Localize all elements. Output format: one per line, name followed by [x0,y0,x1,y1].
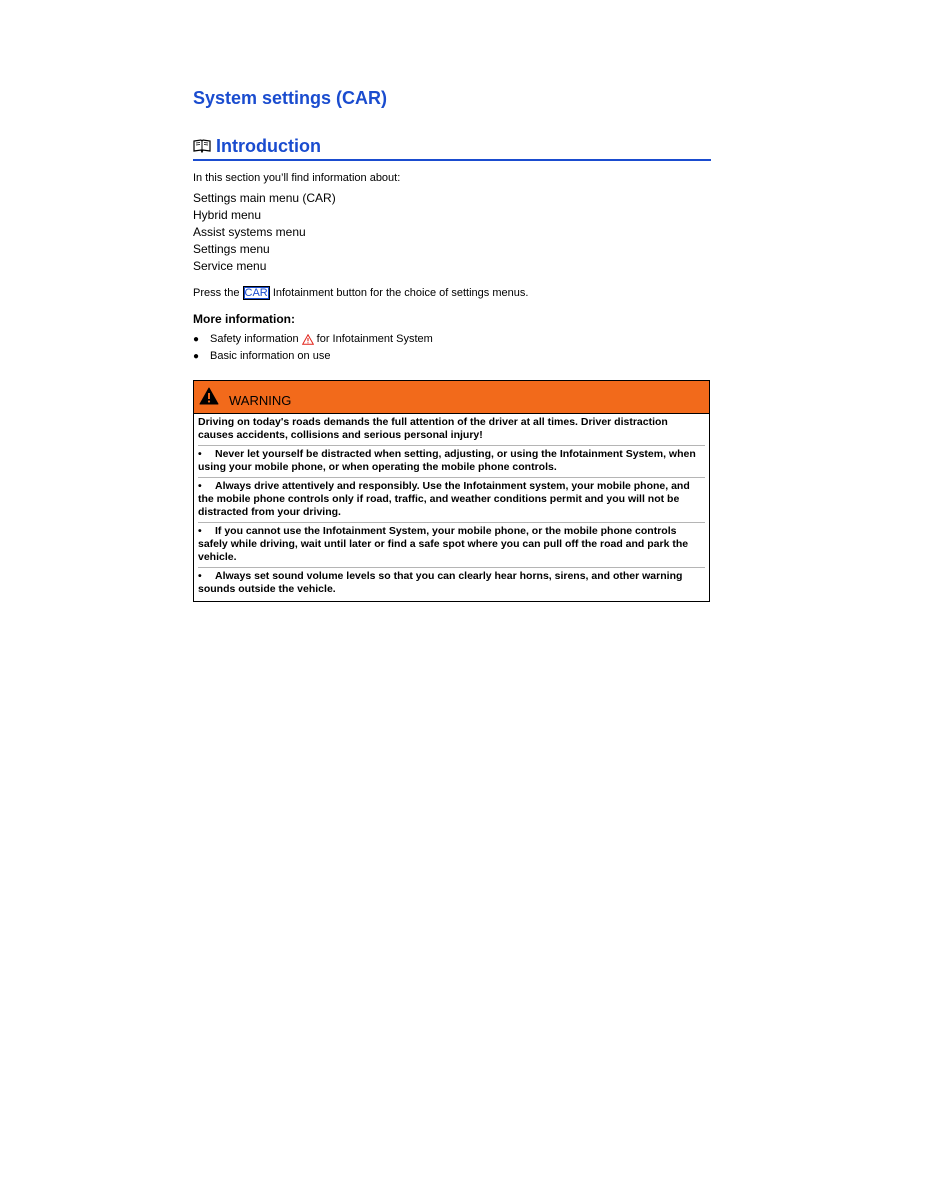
warning-header [194,381,709,414]
bullet-icon: ● [193,351,200,362]
press-text-after: Infotainment button for the choice of settings menus. [269,287,529,299]
bullet-icon: • [198,570,202,582]
warning-box [193,380,710,602]
warning-paragraph [198,478,705,523]
warning-text: Always drive attentively and responsibly. Use the Infotainment system, your mobile phone, and the mobile phone controls only if road, traffic, and weather conditions permit and you will not be distracted from your driving. [198,480,690,518]
more-info-list [193,331,711,365]
section-header [193,134,711,161]
topic-list [193,190,711,275]
warning-paragraph [198,414,705,446]
list-item: Settings main menu (CAR) [193,191,336,205]
more-info-text: Safety information [210,333,299,345]
press-instruction [193,285,711,301]
warning-body [194,414,709,601]
bullet-icon: • [198,525,202,537]
warning-paragraph [198,446,705,478]
warning-text: Driving on today's roads demands the full attention of the driver at all times. Driver distraction causes accidents, collisions and serious personal injury! [198,416,668,441]
bullet-icon: • [198,448,202,460]
list-item: Settings menu [193,242,270,256]
more-info-heading: More information: [193,312,295,326]
warning-text: If you cannot use the Infotainment System, your mobile phone, or the mobile phone controls safely while driving, wait until later or find a safe spot where you can pull off the road and park the vehicle. [198,525,689,563]
page-title: System settings (CAR) [193,88,388,108]
more-info-text: for Infotainment System [316,333,433,345]
warning-triangle-icon [302,334,314,345]
warning-paragraph [198,568,705,599]
list-item: Hybrid menu [193,208,262,222]
section-title: Introduction [216,136,321,156]
bullet-icon: • [198,480,202,492]
warning-text: Always set sound volume levels so that you can clearly hear horns, sirens, and other warning sounds outside the vehicle. [198,570,683,595]
warning-label: WARNING [229,392,292,408]
warning-text: Never let yourself be distracted when setting, adjusting, or using the Infotainment System, when using your mobile phone, or when operating the mobile phone controls. [198,448,696,473]
book-icon [193,139,211,153]
car-key-label: CAR [244,287,268,299]
warning-triangle-icon [199,387,219,405]
list-item [193,348,711,365]
intro-text: In this section you’ll find information about: [193,172,401,184]
document-page [193,86,711,602]
warning-paragraph [198,523,705,568]
list-item: Service menu [193,259,267,273]
more-info-text: Basic information on use [210,350,331,362]
list-item [193,331,711,348]
list-item: Assist systems menu [193,225,306,239]
press-text-before: Press the [193,287,243,299]
bullet-icon: ● [193,334,200,345]
